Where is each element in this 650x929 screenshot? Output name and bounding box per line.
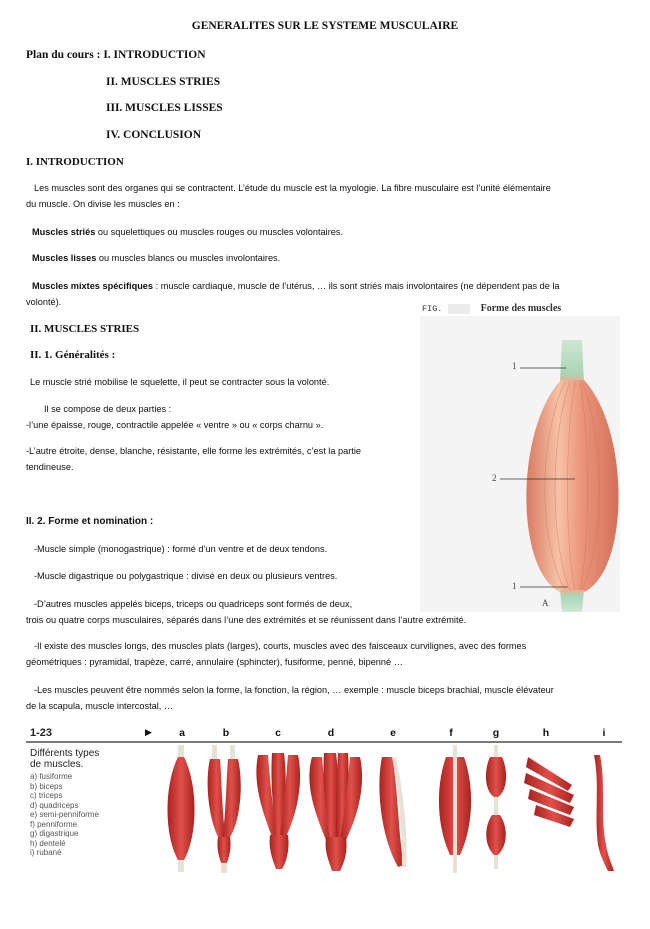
intro-paragraph-line1: Les muscles sont des organes qui se contractent. L’étude du muscle est la myologie. La fibre musculaire est l’unité élémentaire <box>34 183 551 193</box>
mixed-muscles-line2: volonté). <box>26 297 62 307</box>
generalities-p3: -l’une épaisse, rouge, contractile appelée « ventre » ou « corps charnu ». <box>26 420 324 430</box>
figure2-letter-i: i <box>602 727 606 739</box>
label-1-bottom: 1 <box>512 581 517 591</box>
figure2-letter-a: a <box>179 727 185 739</box>
muscle-f-pennate <box>439 745 471 873</box>
plan-item-4: IV. CONCLUSION <box>106 129 202 141</box>
figure2-letter-f: f <box>449 727 453 739</box>
intro-paragraph-line2: du muscle. On divise les muscles en : <box>26 199 180 209</box>
legend-item-c: c) triceps <box>30 791 63 800</box>
form-p4-line2: géométriques : pyramidal, trapèze, carré, annulaire (sphincter), fusiforme, penné, bipenné … <box>26 657 403 667</box>
generalities-p4-line2: tendineuse. <box>26 462 74 472</box>
legend-item-h: h) dentelé <box>30 838 66 848</box>
form-p5-line2: de la scapula, muscle intercostal, … <box>26 701 174 711</box>
smooth-muscles-line <box>32 250 280 266</box>
legend-item-d: d) quadriceps <box>30 800 79 810</box>
figure2-arrow: ▶ <box>145 727 152 737</box>
legend-item-f: f) penniforme <box>30 819 78 829</box>
legend-item-g: g) digastrique <box>30 829 79 838</box>
generalities-p1: Le muscle strié mobilise le squelette, il peut se contracter sous la volonté. <box>30 377 330 387</box>
label-2: 2 <box>492 473 497 483</box>
smooth-term: Muscles lisses <box>32 253 97 263</box>
mixed-term: Muscles mixtes spécifiques <box>32 281 154 291</box>
generalities-heading: II. 1. Généralités : <box>30 349 116 361</box>
figure-title-text: Forme des muscles <box>480 303 562 314</box>
muscle-d-quadriceps <box>309 753 362 871</box>
label-1-top: 1 <box>512 361 517 371</box>
figure-prefix: FIG. <box>422 304 443 314</box>
form-p3-line1: -D’autres muscles appelés biceps, triceps ou quadriceps sont formés de deux, <box>34 599 353 609</box>
muscle-b-biceps <box>208 745 241 873</box>
muscle-i-strap <box>594 755 614 871</box>
figure2-legend <box>30 772 99 858</box>
legend-item-e: e) semi-penniforme <box>30 810 99 819</box>
figure2-letter-d: d <box>327 727 335 739</box>
muscle-illustration <box>420 300 620 612</box>
figure2-letter-e: e <box>390 727 396 739</box>
muscle-g-digastric <box>486 745 506 869</box>
form-p3-line2: trois ou quatre corps musculaires, séparés dans l’une des extrémités et se réunissent dans l’autre extrémité. <box>26 615 467 625</box>
mixed-text: : muscle cardiaque, muscle de l’utérus, … ils sont striés mais involontaires (ne dépendent pas de la <box>153 281 560 291</box>
mixed-muscles-line1 <box>32 278 560 294</box>
legend-item-a: a) fusiforme <box>30 772 73 781</box>
striated-term: Muscles striés <box>32 227 96 237</box>
plan-item-2: II. MUSCLES STRIES <box>106 76 221 88</box>
figure2-heading-line2: de muscles. <box>30 759 84 770</box>
generalities-p4-line1: -L’autre étroite, dense, blanche, résistante, elle forme les extrémités, c’est la partie <box>26 446 361 456</box>
form-p5-line1: -Les muscles peuvent être nommés selon la forme, la fonction, la région, … exemple : muscle biceps brachial, muscle élévateur <box>34 685 554 695</box>
muscle-types-illustration <box>160 745 620 875</box>
muscle-shape-figure <box>420 300 620 612</box>
muscle-h-serrated <box>524 757 574 827</box>
muscle-c-triceps <box>256 753 300 869</box>
plan-label: Plan du cours : I. INTRODUCTION <box>26 49 206 61</box>
figure2-heading-line1: Différents types <box>30 748 100 759</box>
intro-heading: I. INTRODUCTION <box>26 156 124 168</box>
tendon-bottom-shape <box>560 590 584 612</box>
form-heading: II. 2. Forme et nomination : <box>26 516 154 527</box>
figure2-letter-g: g <box>492 727 500 739</box>
legend-item-b: b) biceps <box>30 781 63 791</box>
striated-text: ou squelettiques ou muscles rouges ou muscles volontaires. <box>95 227 344 237</box>
label-a: A <box>542 598 549 608</box>
legend-item-i: i) rubané <box>30 848 62 857</box>
muscle-e-semipennate <box>379 757 406 867</box>
figure2-letter-h: h <box>542 727 550 739</box>
muscle-a-fusiform <box>168 745 195 872</box>
page-title: GENERALITES SUR LE SYSTEME MUSCULAIRE <box>191 20 459 32</box>
figure2-letter-c: c <box>275 727 281 739</box>
form-p2: -Muscle digastrique ou polygastrique : divisé en deux ou plusieurs ventres. <box>34 571 338 581</box>
plan-item-3: III. MUSCLES LISSES <box>106 102 223 114</box>
figure2-letter-b: b <box>222 727 230 739</box>
tendon-top-shape <box>560 340 584 382</box>
figure2-rule <box>26 741 622 743</box>
form-p1: -Muscle simple (monogastrique) : formé d’un ventre et de deux tendons. <box>34 544 328 554</box>
form-p4-line1: -Il existe des muscles longs, des muscles plats (larges), courts, muscles avec des faisceaux curvilignes, avec des formes <box>34 641 527 651</box>
section2-heading: II. MUSCLES STRIES <box>30 323 140 335</box>
figure2-number: 1-23 <box>30 727 53 739</box>
smooth-text: ou muscles blancs ou muscles involontaires. <box>96 253 281 263</box>
generalities-p2: Il se compose de deux parties : <box>44 404 172 414</box>
striated-muscles-line <box>32 224 343 240</box>
